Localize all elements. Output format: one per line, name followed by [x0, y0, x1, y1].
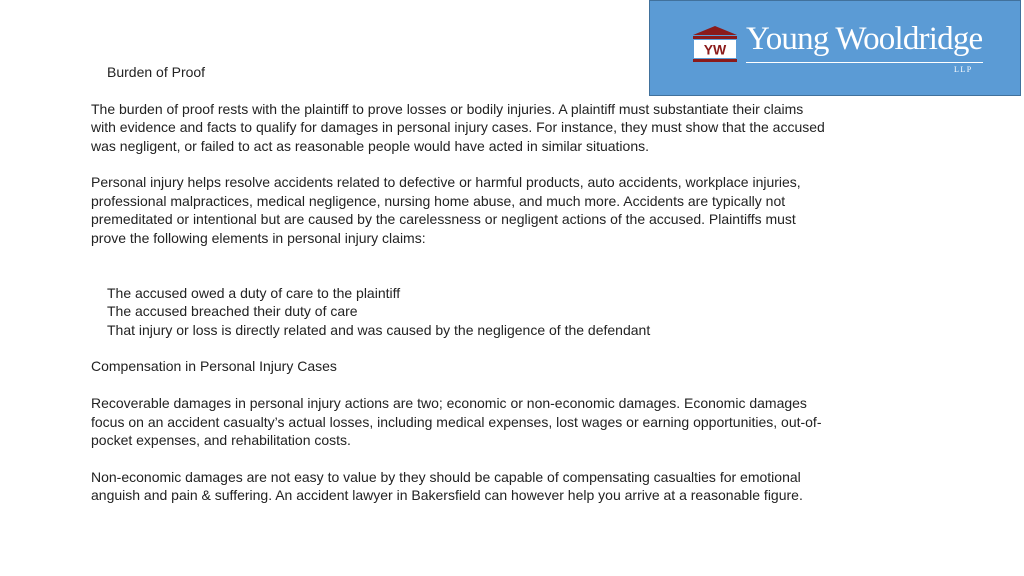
elements-list — [91, 284, 831, 339]
document-body — [91, 63, 831, 505]
courthouse-logo-icon — [690, 25, 740, 65]
logo-suffix: LLP — [954, 65, 973, 74]
paragraph-non-economic-damages: Non-economic damages are not easy to value by they should be capable of compensating casualties for emotional anguish and pain & suffering. An accident lawyer in Bakersfield can however help you arrive at a reasonable figure. — [91, 468, 803, 504]
list-item: That injury or loss is directly related and was caused by the negligence of the defendant — [107, 321, 651, 338]
paragraph-personal-injury: Personal injury helps resolve accidents related to defective or harmful products, auto accidents, workplace injuries, professional malpractices, medical negligence, nursing home abuse, and much more. Accidents are typically not premeditated or intentional but are caused by the carelessness or negligent actions of the accused. Plaintiffs must prove the following elements in personal injury claims: — [91, 174, 801, 246]
heading-compensation: Compensation in Personal Injury Cases — [91, 358, 337, 375]
logo-badge: YW — [703, 41, 727, 58]
paragraph-burden: The burden of proof rests with the plaintiff to prove losses or bodily injuries. A plaintiff must substantiate their claims with evidence and facts to qualify for damages in personal injury cases. For instance, they must show that the accused was negligent, or failed to act as reasonable people would have acted in similar situations. — [91, 100, 825, 154]
paragraph-recoverable-damages: Recoverable damages in personal injury actions are two; economic or non-economic damages. Economic damages focus on an accident casualty’s actual losses, including medical expenses, lost wages or earning opportunities, out-of-pocket expenses, and rehabilitation costs. — [91, 395, 822, 449]
heading-burden-of-proof: Burden of Proof — [107, 64, 206, 80]
logo-wordmark: Young Wooldridge — [746, 21, 983, 57]
list-item: The accused owed a duty of care to the plaintiff — [107, 284, 401, 301]
list-item: The accused breached their duty of care — [107, 303, 358, 320]
